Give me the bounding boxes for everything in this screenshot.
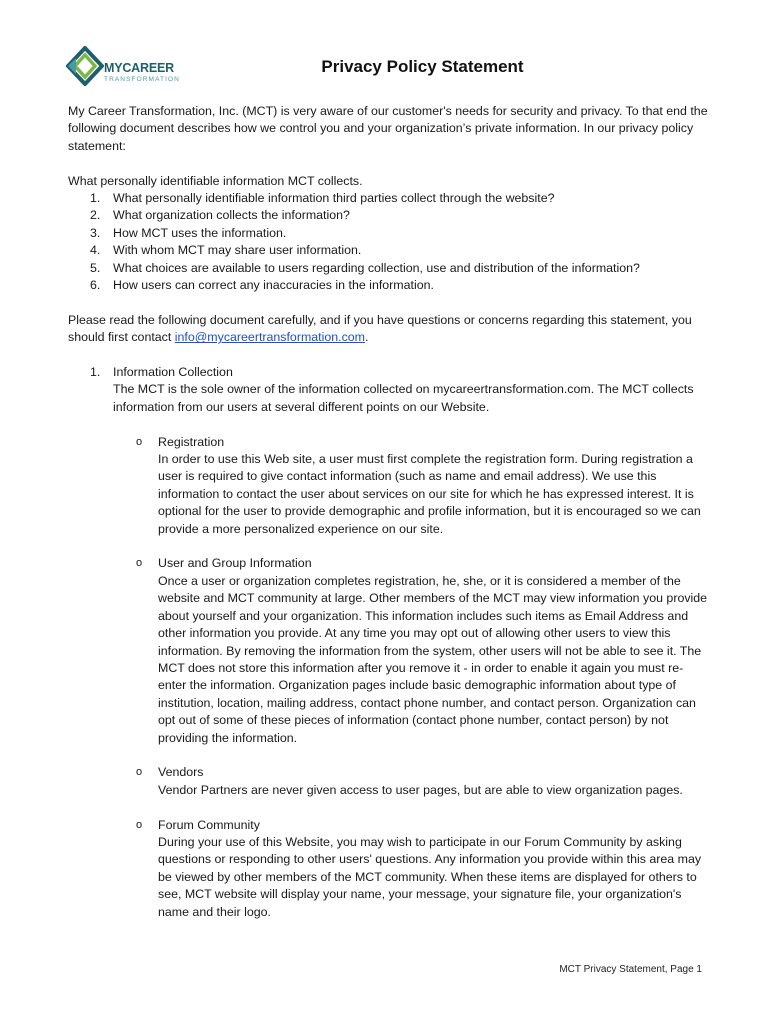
- subsection-body: In order to use this Web site, a user must first complete the registration form. During registration a user is required to give contact information (such as name and email address). We use this information to contact the user about services on our site for which he has expressed interest. It is optional for the user to provide demographic and profile information, but it is encouraged so we can provide a more personalized experience on our site.: [158, 452, 701, 536]
- contact-paragraph: Please read the following document carefully, and if you have questions or concerns regarding this statement, you should first contact info@mycareertransformation.com.: [68, 312, 692, 345]
- subsection-heading: Vendors: [158, 765, 204, 780]
- logo-subtitle: TRANSFORMATION: [104, 76, 180, 83]
- page-title: Privacy Policy Statement: [321, 57, 524, 76]
- subsection-heading: Registration: [158, 434, 225, 449]
- section-heading: Information Collection: [113, 365, 233, 380]
- bullet-icon: o: [136, 557, 143, 570]
- list-item: 4. With whom MCT may share user information.: [90, 243, 362, 258]
- logo-wordmark: MYCAREER: [104, 61, 174, 75]
- subsection-registration: [68, 434, 708, 538]
- bullet-icon: o: [136, 435, 143, 448]
- subsection-forum-community: [68, 817, 708, 921]
- list-item: 2. What organization collects the information?: [90, 208, 350, 223]
- list-item: 1. What personally identifiable information third parties collect through the website?: [90, 191, 555, 206]
- list-item: 5. What choices are available to users regarding collection, use and distribution of the information?: [90, 260, 640, 275]
- section-information-collection: 1. Information Collection The MCT is the sole owner of the information collected on mycareertransformation.com. The MCT collects information from our users at several different points on our Website.: [68, 364, 708, 416]
- subsection-body: During your use of this Website, you may wish to participate in our Forum Community by asking questions or responding to other users' questions. Any information you provide within this area may be viewed by other members of the MCT community. When these items are displayed for others to see, MCT website will display your name, your message, your signature file, your organization's name and their logo.: [158, 834, 702, 919]
- subsection-heading: User and Group Information: [158, 556, 312, 571]
- document-body: [68, 103, 708, 921]
- questions-list: [68, 190, 708, 294]
- bullet-icon: o: [136, 818, 143, 831]
- page-footer: MCT Privacy Statement, Page 1: [559, 964, 702, 975]
- list-item: 3. How MCT uses the information.: [90, 225, 287, 240]
- subsection-vendors: [68, 764, 708, 799]
- section-body: The MCT is the sole owner of the information collected on mycareertransformation.com. The MCT collects information from our users at several different points on our Website.: [113, 382, 694, 414]
- intro-paragraph: My Career Transformation, Inc. (MCT) is very aware of our customer's needs for security and privacy. To that end the following document describes how we control you and your organization’s private information. In our privacy policy statement:: [68, 104, 708, 153]
- subsection-body: Vendor Partners are never given access to user pages, but are able to view organization pages.: [158, 782, 683, 797]
- contact-email-link[interactable]: info@mycareertransformation.com: [174, 330, 365, 345]
- subsection-body: Once a user or organization completes registration, he, she, or it is considered a member of the website and MCT community at large. Other members of the MCT may view information you provide about yourself and your organization. This information includes such items as Email Address and other information you provide. At any time you may opt out of allowing other users to view this information. By removing the information from the system, other users will not be able to see it. The MCT does not store this information after you remove it - in order to enable it again you must re-enter the information. Organization pages include basic demographic information about type of institution, location, mailing address, contact phone number, and contact person. Organization can opt out of some of these pieces of information (contact phone number, contact person) by not providing the information.: [158, 573, 708, 745]
- subsection-user-group-information: [68, 555, 708, 746]
- list-item: 6. How users can correct any inaccuracies in the information.: [90, 278, 434, 293]
- questions-heading: What personally identifiable information MCT collects.: [68, 173, 363, 188]
- bullet-icon: o: [136, 766, 143, 779]
- subsection-heading: Forum Community: [158, 817, 260, 832]
